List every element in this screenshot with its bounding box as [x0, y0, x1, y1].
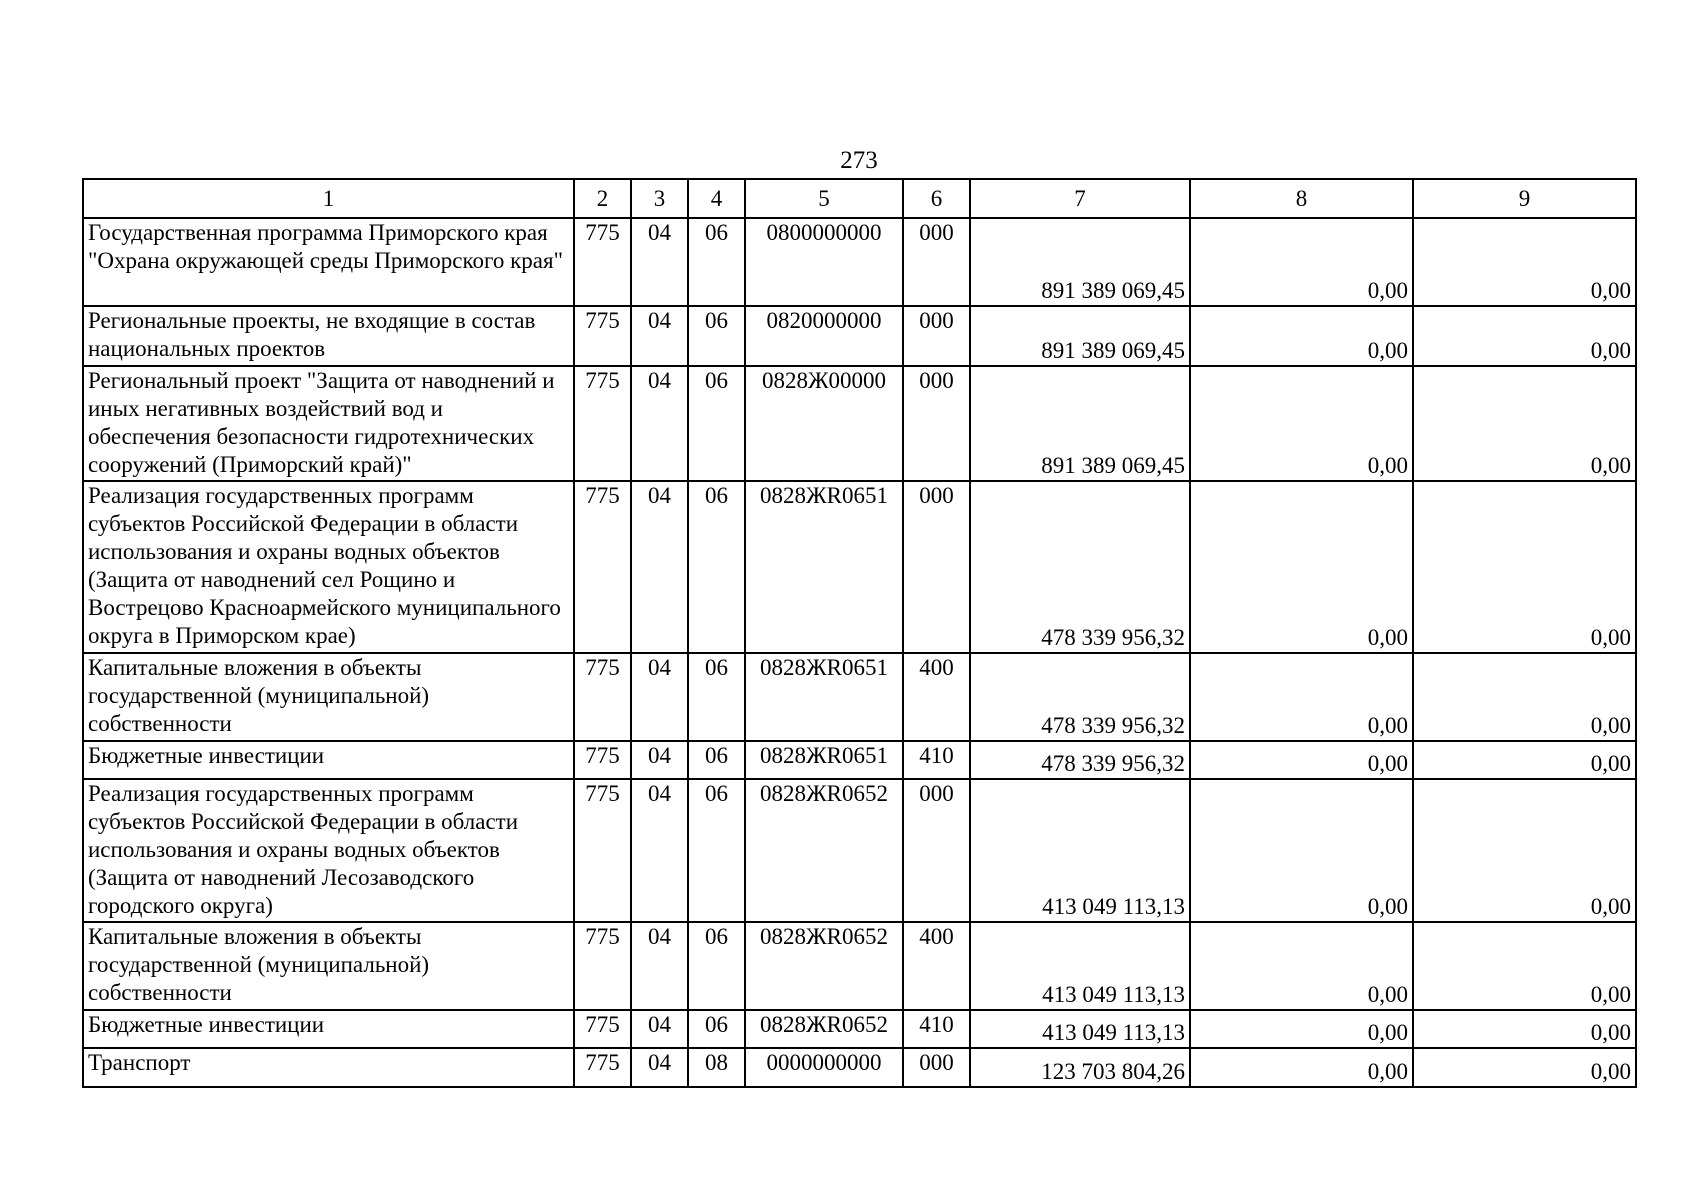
row-amount-9: 0,00	[1413, 1048, 1636, 1087]
row-code-6: 410	[903, 741, 970, 779]
row-name: Государственная программа Приморского края "Охрана окружающей среды Приморского края"	[83, 218, 574, 306]
row-code-2: 775	[574, 481, 631, 653]
column-header: 4	[688, 179, 745, 218]
column-header: 9	[1413, 179, 1636, 218]
row-name: Капитальные вложения в объекты государственной (муниципальной) собственности	[83, 653, 574, 741]
row-code-4: 08	[688, 1048, 745, 1087]
column-header: 6	[903, 179, 970, 218]
row-code-2: 775	[574, 741, 631, 779]
table-row	[83, 1048, 1636, 1087]
row-code-6: 000	[903, 218, 970, 306]
row-code-4: 06	[688, 1010, 745, 1048]
row-code-6: 000	[903, 481, 970, 653]
table-row	[83, 218, 1636, 306]
row-code-2: 775	[574, 218, 631, 306]
table-row	[83, 481, 1636, 653]
row-amount-9: 0,00	[1413, 218, 1636, 306]
row-amount-9: 0,00	[1413, 779, 1636, 922]
row-code-3: 04	[631, 306, 688, 366]
row-code-4: 06	[688, 653, 745, 741]
row-code-3: 04	[631, 922, 688, 1010]
row-amount-9: 0,00	[1413, 653, 1636, 741]
row-name: Бюджетные инвестиции	[83, 741, 574, 779]
column-header: 7	[970, 179, 1190, 218]
row-code-4: 06	[688, 218, 745, 306]
row-amount-8: 0,00	[1190, 481, 1413, 653]
row-code-5: 0828ЖR0652	[745, 922, 903, 1010]
row-code-4: 06	[688, 306, 745, 366]
row-code-5: 0828ЖR0651	[745, 653, 903, 741]
row-amount-7: 413 049 113,13	[970, 922, 1190, 1010]
header-row	[83, 179, 1636, 218]
row-code-5: 0828ЖR0652	[745, 779, 903, 922]
row-name: Реализация государственных программ субъектов Российской Федерации в области использования и охраны водных объектов (Защита от наводнений сел Рощино и Вострецово Красноармейского муниципального округа в Приморском крае)	[83, 481, 574, 653]
row-code-6: 000	[903, 366, 970, 481]
table-row	[83, 1010, 1636, 1048]
row-amount-7: 413 049 113,13	[970, 1010, 1190, 1048]
row-code-3: 04	[631, 1010, 688, 1048]
column-header: 1	[83, 179, 574, 218]
row-code-4: 06	[688, 481, 745, 653]
budget-table	[82, 178, 1637, 1088]
row-code-6: 000	[903, 779, 970, 922]
row-amount-9: 0,00	[1413, 481, 1636, 653]
table-row	[83, 366, 1636, 481]
row-amount-8: 0,00	[1190, 1048, 1413, 1087]
row-code-5: 0828Ж00000	[745, 366, 903, 481]
row-amount-7: 891 389 069,45	[970, 218, 1190, 306]
row-code-3: 04	[631, 1048, 688, 1087]
row-code-6: 000	[903, 1048, 970, 1087]
table-header	[83, 179, 1636, 218]
row-amount-8: 0,00	[1190, 741, 1413, 779]
row-amount-7: 891 389 069,45	[970, 306, 1190, 366]
row-amount-8: 0,00	[1190, 306, 1413, 366]
column-header: 8	[1190, 179, 1413, 218]
row-code-6: 410	[903, 1010, 970, 1048]
row-code-2: 775	[574, 922, 631, 1010]
row-amount-9: 0,00	[1413, 306, 1636, 366]
row-amount-7: 478 339 956,32	[970, 741, 1190, 779]
row-amount-9: 0,00	[1413, 366, 1636, 481]
row-amount-8: 0,00	[1190, 779, 1413, 922]
row-amount-9: 0,00	[1413, 922, 1636, 1010]
row-amount-8: 0,00	[1190, 653, 1413, 741]
row-code-3: 04	[631, 218, 688, 306]
row-amount-7: 413 049 113,13	[970, 779, 1190, 922]
row-code-6: 400	[903, 653, 970, 741]
table-row	[83, 306, 1636, 366]
row-code-5: 0828ЖR0651	[745, 481, 903, 653]
row-code-2: 775	[574, 779, 631, 922]
row-name: Региональные проекты, не входящие в состав национальных проектов	[83, 306, 574, 366]
table-body	[83, 218, 1636, 1087]
row-code-5: 0828ЖR0652	[745, 1010, 903, 1048]
row-name: Транспорт	[83, 1048, 574, 1087]
column-header: 5	[745, 179, 903, 218]
row-code-2: 775	[574, 1010, 631, 1048]
table-row	[83, 922, 1636, 1010]
table-row	[83, 653, 1636, 741]
row-amount-7: 478 339 956,32	[970, 653, 1190, 741]
row-name: Региональный проект "Защита от наводнений и иных негативных воздействий вод и обеспечения безопасности гидротехнических сооружений (Приморский край)"	[83, 366, 574, 481]
table-row	[83, 741, 1636, 779]
row-code-2: 775	[574, 306, 631, 366]
row-code-3: 04	[631, 741, 688, 779]
page-number: 273	[840, 147, 878, 174]
row-amount-7: 478 339 956,32	[970, 481, 1190, 653]
row-amount-8: 0,00	[1190, 218, 1413, 306]
row-code-2: 775	[574, 366, 631, 481]
row-code-3: 04	[631, 779, 688, 922]
table-row	[83, 779, 1636, 922]
row-code-3: 04	[631, 481, 688, 653]
row-amount-9: 0,00	[1413, 1010, 1636, 1048]
row-amount-7: 123 703 804,26	[970, 1048, 1190, 1087]
column-header: 3	[631, 179, 688, 218]
row-amount-8: 0,00	[1190, 922, 1413, 1010]
row-name: Капитальные вложения в объекты государственной (муниципальной) собственности	[83, 922, 574, 1010]
row-code-5: 0800000000	[745, 218, 903, 306]
row-code-5: 0000000000	[745, 1048, 903, 1087]
row-code-3: 04	[631, 366, 688, 481]
row-code-5: 0820000000	[745, 306, 903, 366]
row-code-2: 775	[574, 653, 631, 741]
column-header: 2	[574, 179, 631, 218]
row-amount-8: 0,00	[1190, 1010, 1413, 1048]
row-code-5: 0828ЖR0651	[745, 741, 903, 779]
row-code-4: 06	[688, 741, 745, 779]
row-amount-9: 0,00	[1413, 741, 1636, 779]
row-code-4: 06	[688, 366, 745, 481]
row-amount-7: 891 389 069,45	[970, 366, 1190, 481]
row-code-4: 06	[688, 922, 745, 1010]
row-code-2: 775	[574, 1048, 631, 1087]
row-name: Бюджетные инвестиции	[83, 1010, 574, 1048]
row-name: Реализация государственных программ субъектов Российской Федерации в области использования и охраны водных объектов (Защита от наводнений Лесозаводского городского округа)	[83, 779, 574, 922]
row-code-3: 04	[631, 653, 688, 741]
row-code-6: 400	[903, 922, 970, 1010]
row-code-6: 000	[903, 306, 970, 366]
row-amount-8: 0,00	[1190, 366, 1413, 481]
row-code-4: 06	[688, 779, 745, 922]
